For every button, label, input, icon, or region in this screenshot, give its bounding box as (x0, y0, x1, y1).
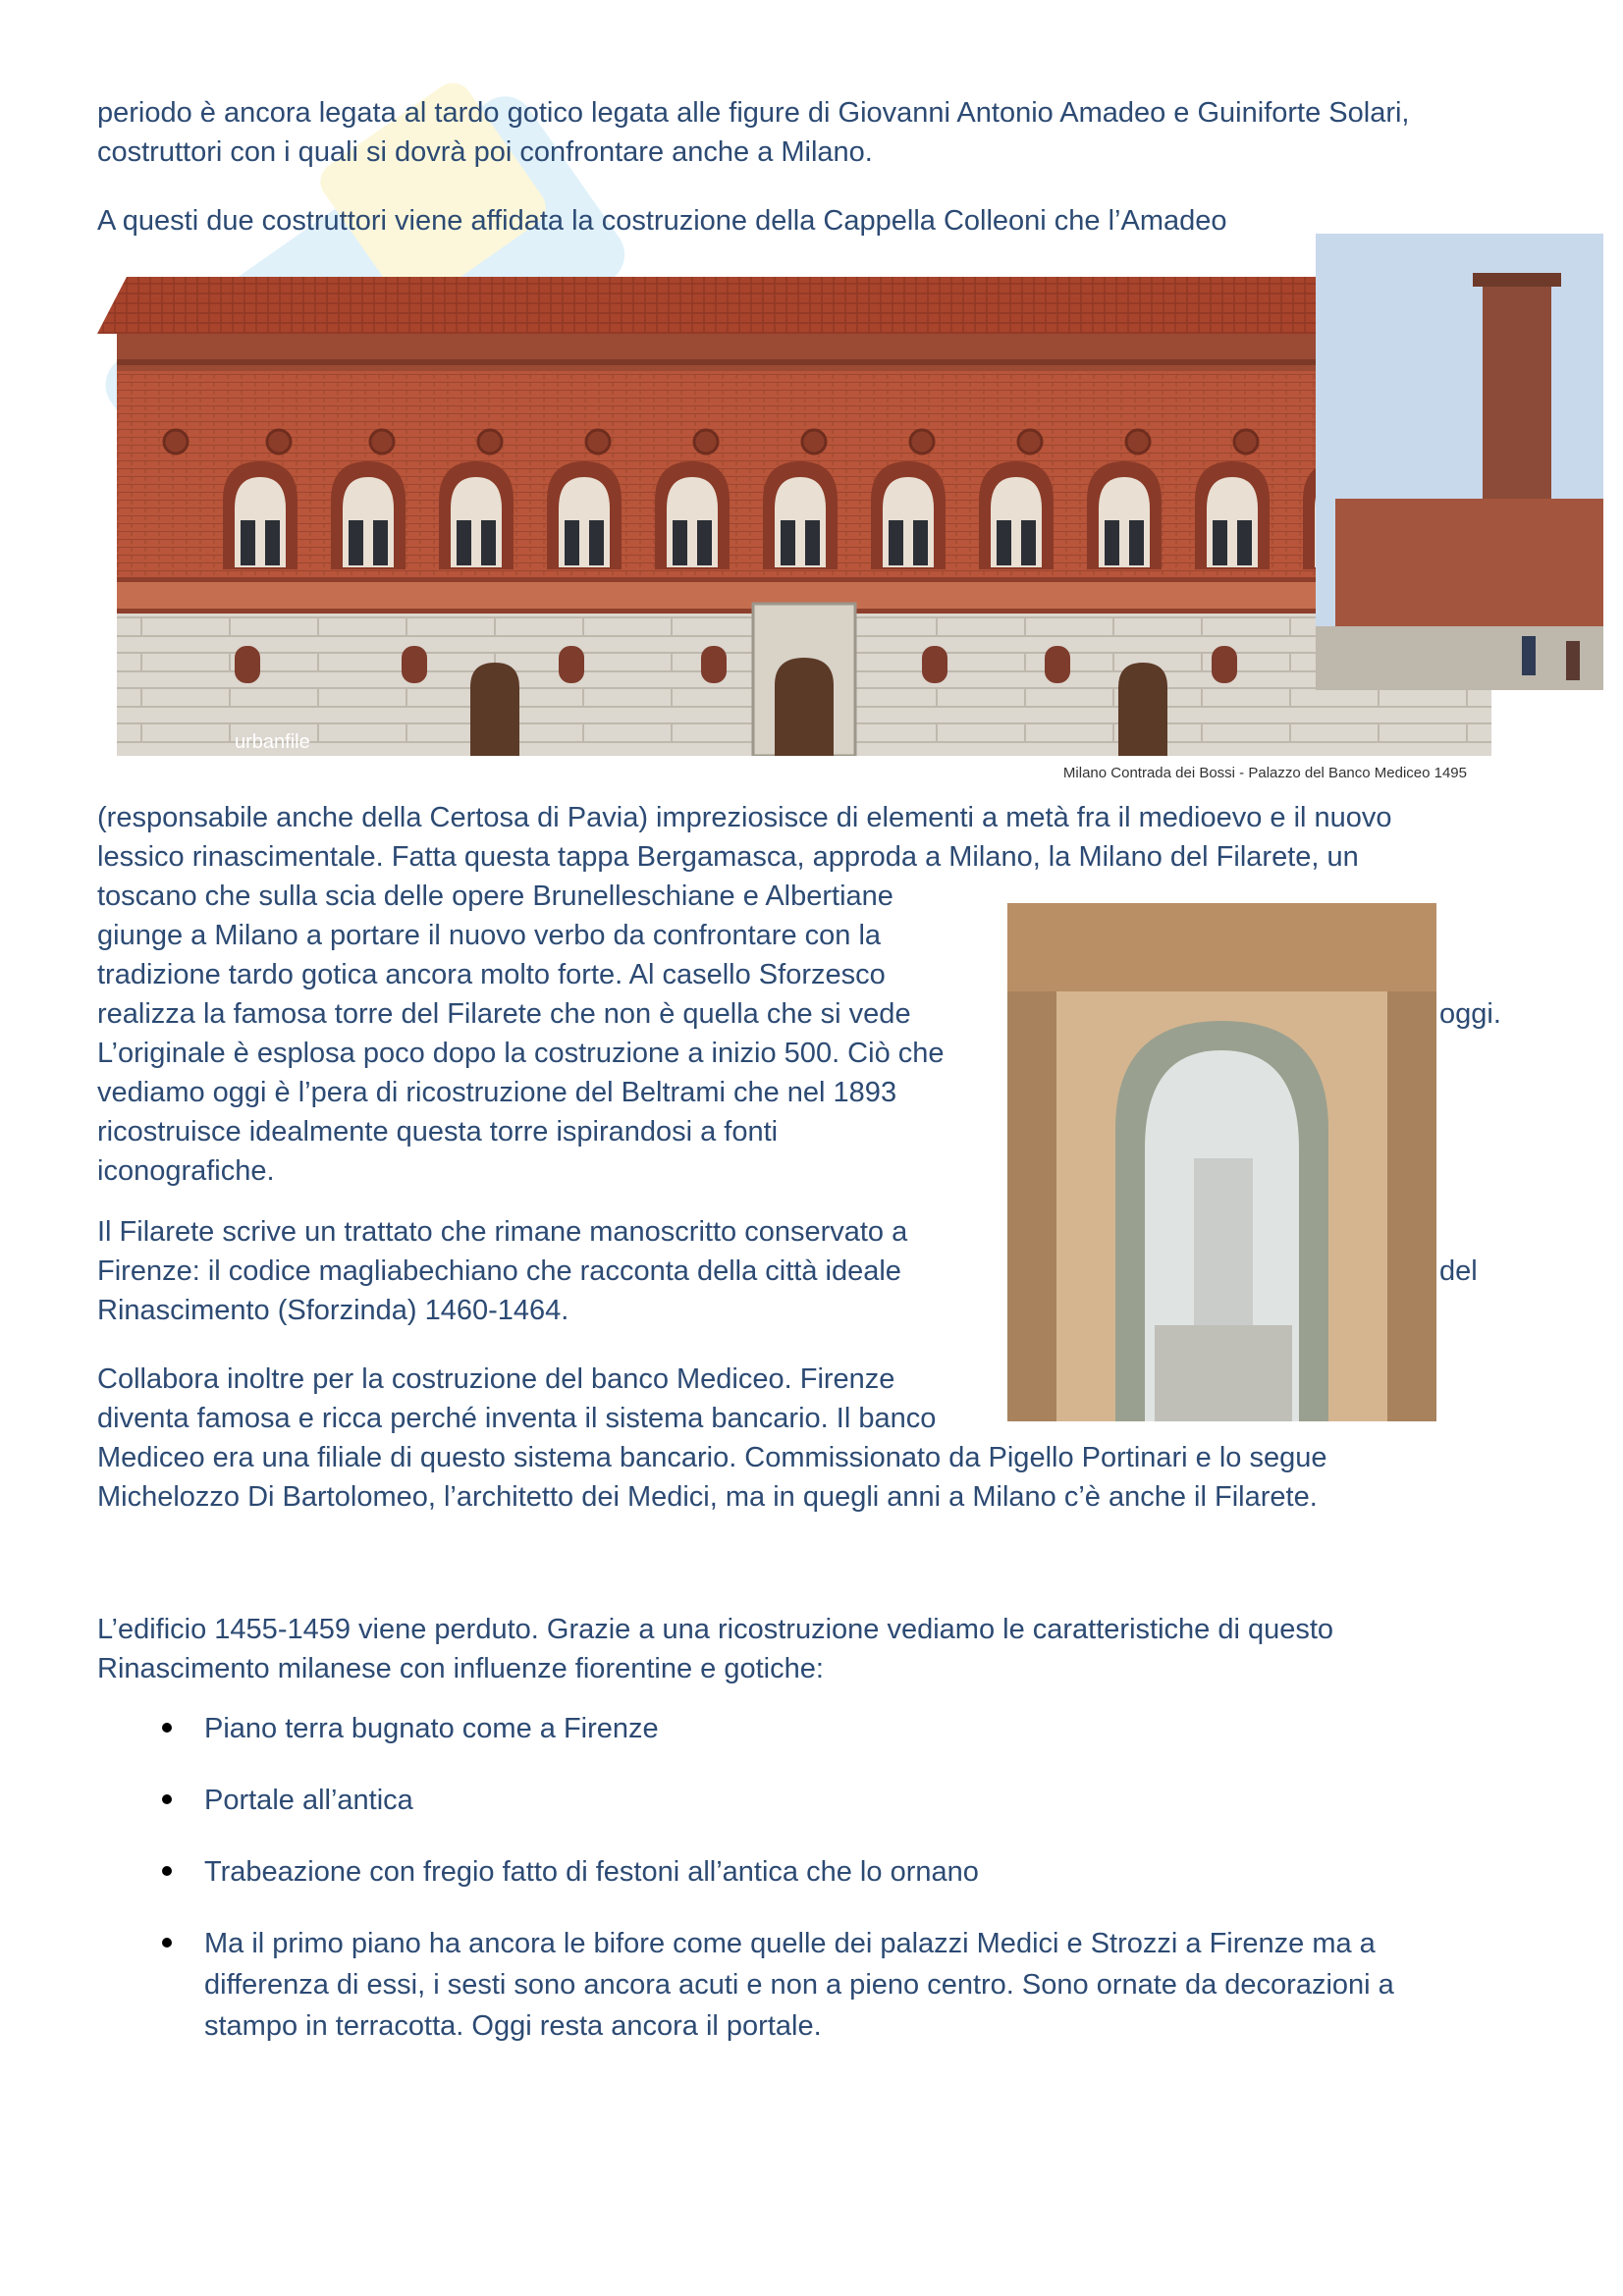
text-line: costruttori con i quali si dovrà poi confrontare anche a Milano. (97, 136, 873, 168)
text-line: realizza la famosa torre del Filarete che non è quella che si vede (97, 998, 911, 1030)
bullet-icon (162, 1866, 172, 1876)
list-item: Portale all’antica (97, 1780, 1531, 1821)
text-line: Mediceo era una filiale di questo sistema bancario. Commissionato da Pigello Portinari e lo segue (97, 1442, 1327, 1473)
text-line: L’edificio 1455-1459 viene perduto. Grazie a una ricostruzione vediamo le caratteristiche di questo (97, 1614, 1334, 1645)
text-line: iconografiche. (97, 1155, 275, 1187)
paragraph-intro (97, 93, 1531, 172)
facade-caption: Milano Contrada dei Bossi - Palazzo del Banco Mediceo 1495 (1062, 765, 1467, 781)
text-line: vediamo oggi è l’pera di ricostruzione del Beltrami che nel 1893 (97, 1077, 897, 1108)
paragraph-banco (97, 1360, 1531, 1517)
text-line: Firenze: il codice magliabechiano che racconta della città ideale (97, 1255, 901, 1287)
text-line: (responsabile anche della Certosa di Pavia) impreziosisce di elementi a metà fra il medioevo e il nuovo (97, 802, 1392, 833)
castle-tower-photo (1316, 234, 1603, 690)
text-line: toscano che sulla scia delle opere Brunelleschiane e Albertiane (97, 881, 893, 912)
text-line: Il Filarete scrive un trattato che rimane manoscritto conservato a (97, 1216, 908, 1248)
text-line: lessico rinascimentale. Fatta questa tappa Bergamasca, approda a Milano, la Milano del Filarete, un (97, 841, 1359, 873)
text-line: L’originale è esplosa poco dopo la costruzione a inizio 500. Ciò che (97, 1038, 945, 1069)
text-line: ricostruisce idealmente questa torre ispirandosi a fonti (97, 1116, 779, 1148)
text-line: periodo è ancora legata al tardo gotico legata alle figure di Giovanni Antonio Amadeo e Guiniforte Solari, (97, 97, 1410, 129)
text-line: giunge a Milano a portare il nuovo verbo da confrontare con la (97, 920, 882, 951)
urbanfile-logo: urbanfile (235, 731, 310, 753)
text-line: A questi due costruttori viene affidata la costruzione della Cappella Colleoni che l’Amadeo (97, 205, 1227, 237)
paragraph-edificio (97, 1610, 1531, 1688)
text-line-tail: oggi. (1439, 998, 1501, 1030)
text-line: Rinascimento (Sforzinda) 1460-1464. (97, 1295, 569, 1326)
bullet-icon (162, 1938, 172, 1948)
text-line: Collabora inoltre per la costruzione del banco Mediceo. Firenze (97, 1363, 895, 1395)
features-list (97, 1708, 1531, 2047)
text-line: Rinascimento milanese con influenze fiorentine e gotiche: (97, 1653, 824, 1684)
bullet-icon (162, 1723, 172, 1733)
portal-museum-photo (1007, 903, 1436, 1421)
text-line-tail: del (1439, 1255, 1478, 1287)
text-line: diventa famosa e ricca perché inventa il sistema bancario. Il banco (97, 1403, 937, 1434)
paragraph-trattato (97, 1212, 1001, 1330)
text-line: Michelozzo Di Bartolomeo, l’architetto dei Medici, ma in quegli anni a Milano c’è anche il Filarete. (97, 1481, 1318, 1513)
text-line: tradizione tardo gotica ancora molto forte. Al casello Sforzesco (97, 959, 886, 990)
list-item: Ma il primo piano ha ancora le bifore come quelle dei palazzi Medici e Strozzi a Firenze ma a differenza di essi, i sesti sono ancora acuti e non a pieno centro. Sono ornate da decorazioni a stampo in terracotta. Oggi resta ancora il portale. (97, 1923, 1531, 2047)
list-item: Trabeazione con fregio fatto di festoni all’antica che lo ornano (97, 1851, 1531, 1893)
list-item: Piano terra bugnato come a Firenze (97, 1708, 1531, 1749)
palazzo-banco-mediceo-facade-image (97, 265, 1511, 785)
bullet-icon (162, 1794, 172, 1804)
